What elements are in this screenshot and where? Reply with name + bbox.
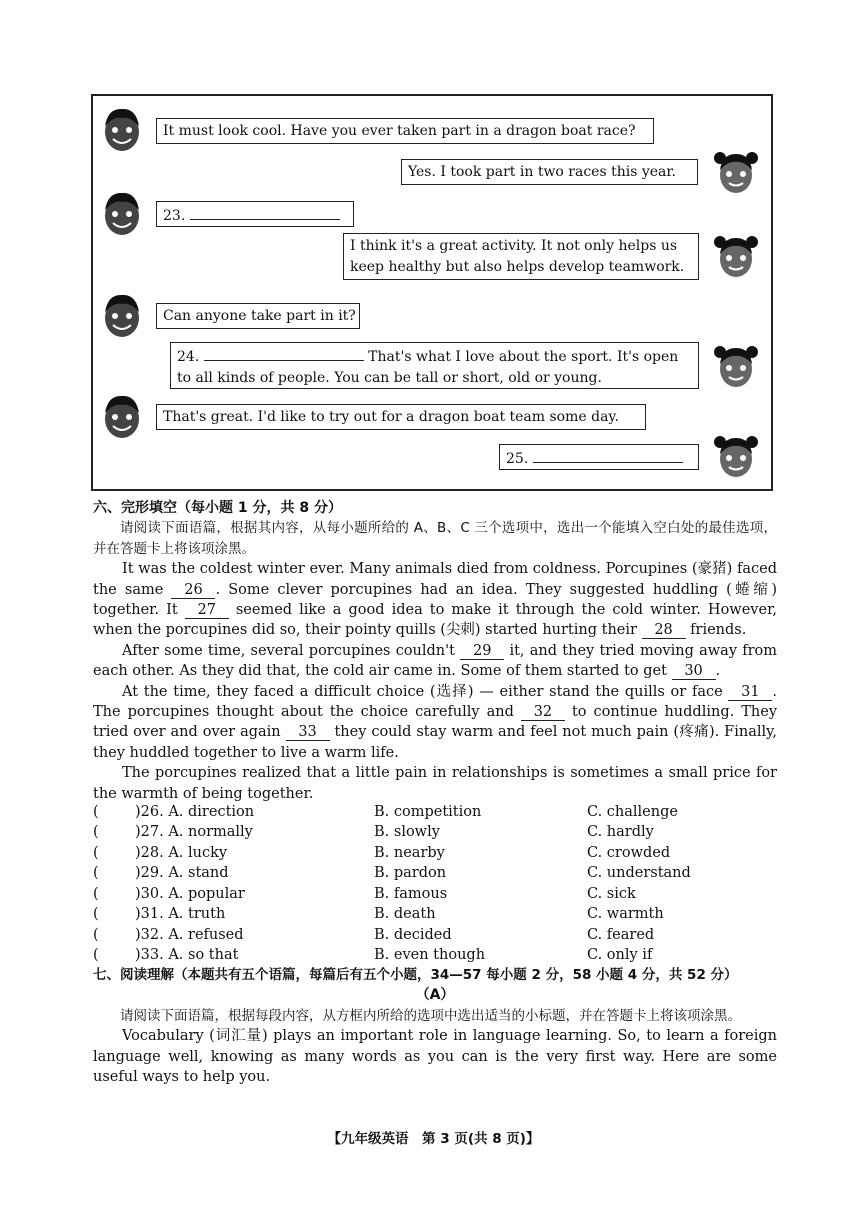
blank-31: 31	[728, 684, 772, 701]
option-row[interactable]: ( )27. A. normally B. slowly C. hardly	[93, 824, 654, 840]
option-row[interactable]: ( )31. A. truth B. death C. warmth	[93, 906, 664, 922]
girl-bubble-2	[343, 233, 699, 280]
option-row[interactable]: ( )26. A. direction B. competition C. challenge	[93, 804, 678, 820]
boy-avatar-icon	[100, 106, 144, 154]
bubble-text: I think it's a great activity. It not only helps us	[350, 238, 678, 254]
blank-26: 26	[171, 582, 215, 599]
instruction-text: 请阅读下面语篇，根据其内容，从每小题所给的 A、B、C 三个选项中，选出一个能填入空白处的最佳选项，并在答题卡上将该项涂黑。	[93, 520, 777, 557]
blank-28: 28	[642, 622, 686, 639]
blank-32: 32	[521, 704, 565, 721]
reading-section	[93, 965, 777, 1087]
cloze-section	[93, 498, 777, 804]
girl-avatar-icon	[714, 232, 758, 280]
girl-avatar-icon	[714, 148, 758, 196]
girl-bubble-3	[170, 342, 699, 389]
question-number: 25.	[506, 451, 529, 467]
bubble-text: That's great. I'd like to try out for a dragon boat team some day.	[163, 409, 619, 425]
blank-bubble-25	[499, 444, 699, 470]
girl-avatar-icon	[714, 432, 758, 480]
answer-blank[interactable]	[204, 345, 364, 361]
blank-29: 29	[460, 643, 504, 660]
option-row[interactable]: ( )32. A. refused B. decided C. feared	[93, 927, 655, 943]
dialogue-frame	[91, 94, 773, 491]
section-heading: 六、完形填空（每小题 1 分，共 8 分）	[93, 500, 342, 516]
bubble-text: Can anyone take part in it?	[163, 308, 356, 324]
section-heading: 七、阅读理解（本题共有五个语篇，每篇后有五个小题，34—57 每小题 2 分，58 小题 4 分，共 52 分）	[93, 967, 738, 983]
question-number: 24.	[177, 349, 200, 365]
blank-27: 27	[185, 602, 229, 619]
answer-blank[interactable]	[190, 204, 340, 220]
passage-paragraph: At the time, they faced a difficult choice (选择) — either stand the quills or face 31 . The porcupines thought about the choice carefully and 32 to continue huddling. They tried over and over again 33 they could stay warm and feel not much pain (疼痛). Finally, they huddled together to live a warm life.	[93, 683, 778, 761]
passage-paragraph: After some time, several porcupines couldn't 29 it, and they tried moving away from each other. As they did that, the cold air came in. Some of them started to get 30 .	[93, 642, 778, 680]
instruction-text: 请阅读下面语篇，根据每段内容，从方框内所给的选项中选出适当的小标题，并在答题卡上将该项涂黑。	[120, 1007, 741, 1024]
girl-bubble-1	[401, 159, 698, 185]
bubble-text: Yes. I took part in two races this year.	[408, 164, 677, 180]
bubble-text: keep healthy but also helps develop teamwork.	[350, 259, 685, 275]
option-row[interactable]: ( )30. A. popular B. famous C. sick	[93, 886, 636, 902]
answer-blank[interactable]	[533, 447, 683, 463]
boy-bubble-1	[156, 118, 654, 144]
blank-33: 33	[286, 724, 330, 741]
passage-paragraph: The porcupines realized that a little pain in relationships is sometimes a small price for the warmth of being together.	[93, 765, 777, 802]
boy-avatar-icon	[100, 190, 144, 238]
option-row[interactable]: ( )28. A. lucky B. nearby C. crowded	[93, 845, 671, 861]
subsection-heading: （A）	[415, 987, 455, 1004]
option-row[interactable]: ( )29. A. stand B. pardon C. understand	[93, 865, 691, 881]
bubble-text: to all kinds of people. You can be tall or short, old or young.	[177, 370, 602, 386]
passage-paragraph: It was the coldest winter ever. Many animals died from coldness. Porcupines (豪猪) faced the same 26 . Some clever porcupines had an idea. They suggested huddling (蜷缩) together. It 27 seemed like a good idea to make it through the cold winter. However, when the porcupines did so, their pointy quills (尖刺) started hurting their 28 friends.	[93, 561, 778, 639]
bubble-text: It must look cool. Have you ever taken part in a dragon boat race?	[163, 123, 636, 139]
blank-bubble-23	[156, 201, 354, 227]
girl-avatar-icon	[714, 342, 758, 390]
boy-bubble-4	[156, 404, 646, 430]
blank-30: 30	[672, 663, 716, 680]
passage-paragraph: Vocabulary (词汇量) plays an important role in language learning. So, to learn a foreign language well, knowing as many words as you can is the very first way. Here are some useful ways to help you.	[93, 1028, 777, 1086]
option-row[interactable]: ( )33. A. so that B. even though C. only if	[93, 947, 653, 963]
question-number: 23.	[163, 208, 186, 224]
boy-bubble-3	[156, 303, 360, 329]
boy-avatar-icon	[100, 292, 144, 340]
page-footer: 【九年级英语 第 3 页(共 8 页)】	[327, 1131, 540, 1147]
boy-avatar-icon	[100, 393, 144, 441]
bubble-text: That's what I love about the sport. It's open	[368, 349, 679, 365]
